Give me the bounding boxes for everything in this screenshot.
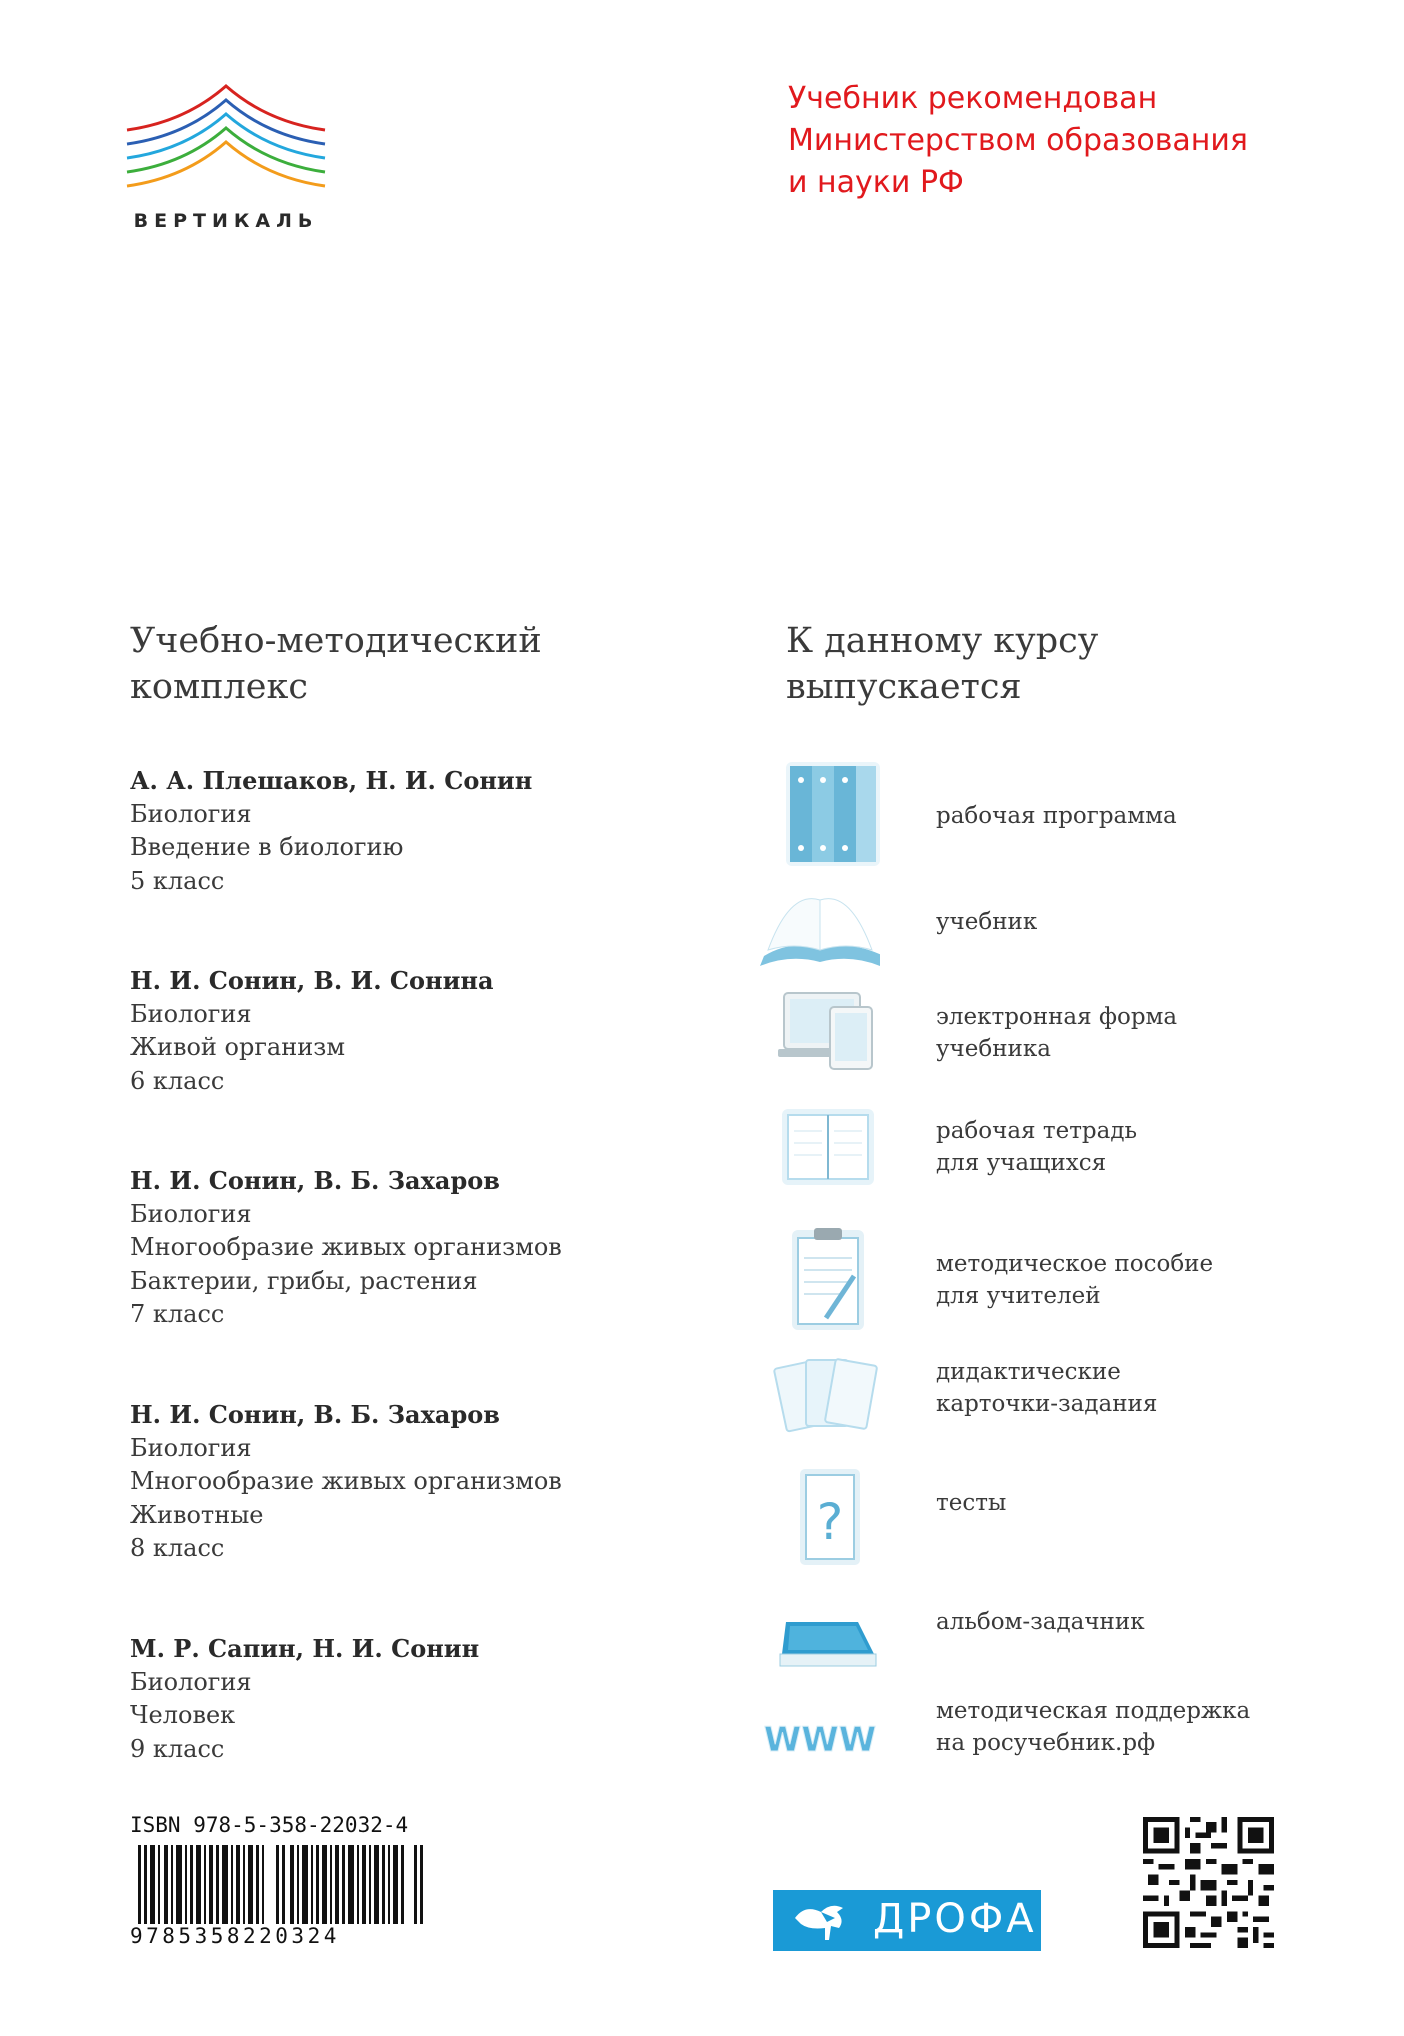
course-item-line: для учителей	[936, 1283, 1101, 1309]
recommendation-line: Учебник рекомендован	[788, 81, 1158, 116]
book-line: Животные	[130, 1500, 264, 1529]
umk-heading-line: Учебно-методический	[130, 621, 542, 661]
course-item-workbook	[760, 1105, 1360, 1215]
course-item-program	[760, 760, 1360, 870]
book-line: Введение в биологию	[130, 833, 404, 861]
barcode-digits: 9785358220324	[130, 1924, 430, 1948]
book-authors: Н. И. Сонин, В. И. Сонина	[130, 966, 494, 995]
book-line: Человек	[130, 1701, 236, 1729]
course-item-line: для учащихся	[936, 1150, 1107, 1176]
book-line: Биология	[130, 1433, 252, 1462]
course-item-textbook	[760, 870, 1360, 980]
course-heading-line: К данному курсу	[786, 621, 1099, 661]
open-book-icon	[760, 870, 880, 980]
book-line: Бактерии, грибы, растения	[130, 1266, 478, 1295]
course-item-line: учебника	[936, 1036, 1051, 1062]
question-pad-icon	[760, 1467, 880, 1577]
www-icon-text: WWW	[763, 1720, 877, 1760]
book-line: Живой организм	[130, 1033, 345, 1061]
book-line: 6 класс	[130, 1066, 225, 1095]
recommendation-notice	[788, 78, 1368, 204]
book-authors: А. А. Плешаков, Н. И. Сонин	[130, 766, 533, 795]
book-line: Многообразие живых организмов	[130, 1467, 562, 1495]
course-item-e-textbook	[760, 985, 1360, 1095]
book-line: Многообразие живых организмов	[130, 1233, 562, 1261]
course-item-label	[936, 1356, 1157, 1420]
clipboard-icon	[760, 1222, 880, 1332]
course-heading-line: выпускается	[786, 667, 1022, 707]
course-heading	[786, 618, 1346, 710]
course-item-tests	[760, 1467, 1360, 1577]
book-authors: М. Р. Сапин, Н. И. Сонин	[130, 1634, 480, 1663]
logo-wordmark: ВЕРТИКАЛЬ	[133, 210, 319, 232]
course-item-label	[936, 1248, 1213, 1312]
cards-icon	[760, 1350, 880, 1460]
qr-code	[1143, 1817, 1274, 1948]
recommendation-line: и науки РФ	[788, 165, 964, 200]
course-item-line: методическая поддержка	[936, 1698, 1251, 1724]
course-item-label	[936, 1606, 1145, 1638]
course-item-label	[936, 1115, 1137, 1179]
course-item-line: тесты	[936, 1490, 1007, 1516]
umk-heading	[130, 618, 690, 710]
book-line: 9 класс	[130, 1734, 225, 1763]
course-item-label	[936, 1695, 1250, 1759]
book-authors: Н. И. Сонин, В. Б. Захаров	[130, 1400, 500, 1429]
course-item-label	[936, 800, 1177, 832]
book-line: 5 класс	[130, 866, 225, 895]
umk-heading-line: комплекс	[130, 667, 308, 707]
course-item-teacher-guide	[760, 1222, 1360, 1332]
book-line: Биология	[130, 999, 252, 1028]
course-item-online-support	[760, 1685, 1360, 1795]
course-item-line: альбом-задачник	[936, 1609, 1145, 1635]
publisher-logo	[773, 1890, 1041, 1951]
svg-text:?: ?	[816, 1493, 844, 1551]
course-item-label	[936, 1001, 1177, 1065]
book-entry	[130, 764, 690, 898]
course-item-label	[936, 906, 1037, 938]
course-item-album	[760, 1582, 1360, 1692]
book-entry	[130, 1398, 690, 1566]
recommendation-line: Министерством образования	[788, 123, 1248, 158]
book-entry	[130, 1164, 690, 1332]
www-icon	[760, 1685, 880, 1795]
course-item-cards	[760, 1350, 1360, 1460]
book-line: Биология	[130, 1667, 252, 1696]
album-icon	[760, 1582, 880, 1692]
book-line: Биология	[130, 1199, 252, 1228]
binders-icon	[760, 760, 880, 870]
devices-icon	[760, 985, 880, 1095]
course-item-line: рабочая тетрадь	[936, 1118, 1138, 1144]
book-entry	[130, 1632, 690, 1766]
course-item-label	[936, 1487, 1006, 1519]
book-entry	[130, 964, 690, 1098]
course-item-line: электронная форма	[936, 1004, 1178, 1030]
book-authors: Н. И. Сонин, В. Б. Захаров	[130, 1166, 500, 1195]
isbn-label: ISBN 978-5-358-22032-4	[130, 1813, 409, 1837]
course-item-line: учебник	[936, 909, 1038, 935]
notebook-icon	[760, 1105, 880, 1215]
book-line: 7 класс	[130, 1300, 225, 1328]
course-item-line: карточки-задания	[936, 1391, 1158, 1417]
course-item-line: дидактические	[936, 1359, 1121, 1385]
publisher-name: ДРОФА	[873, 1896, 1037, 1942]
course-item-line: на росучебник.рф	[936, 1730, 1156, 1756]
course-item-line: рабочая программа	[936, 803, 1177, 829]
bird-icon	[791, 1898, 861, 1944]
book-line: Биология	[130, 799, 252, 828]
course-item-line: методическое пособие	[936, 1251, 1214, 1277]
book-line: 8 класс	[130, 1534, 225, 1562]
